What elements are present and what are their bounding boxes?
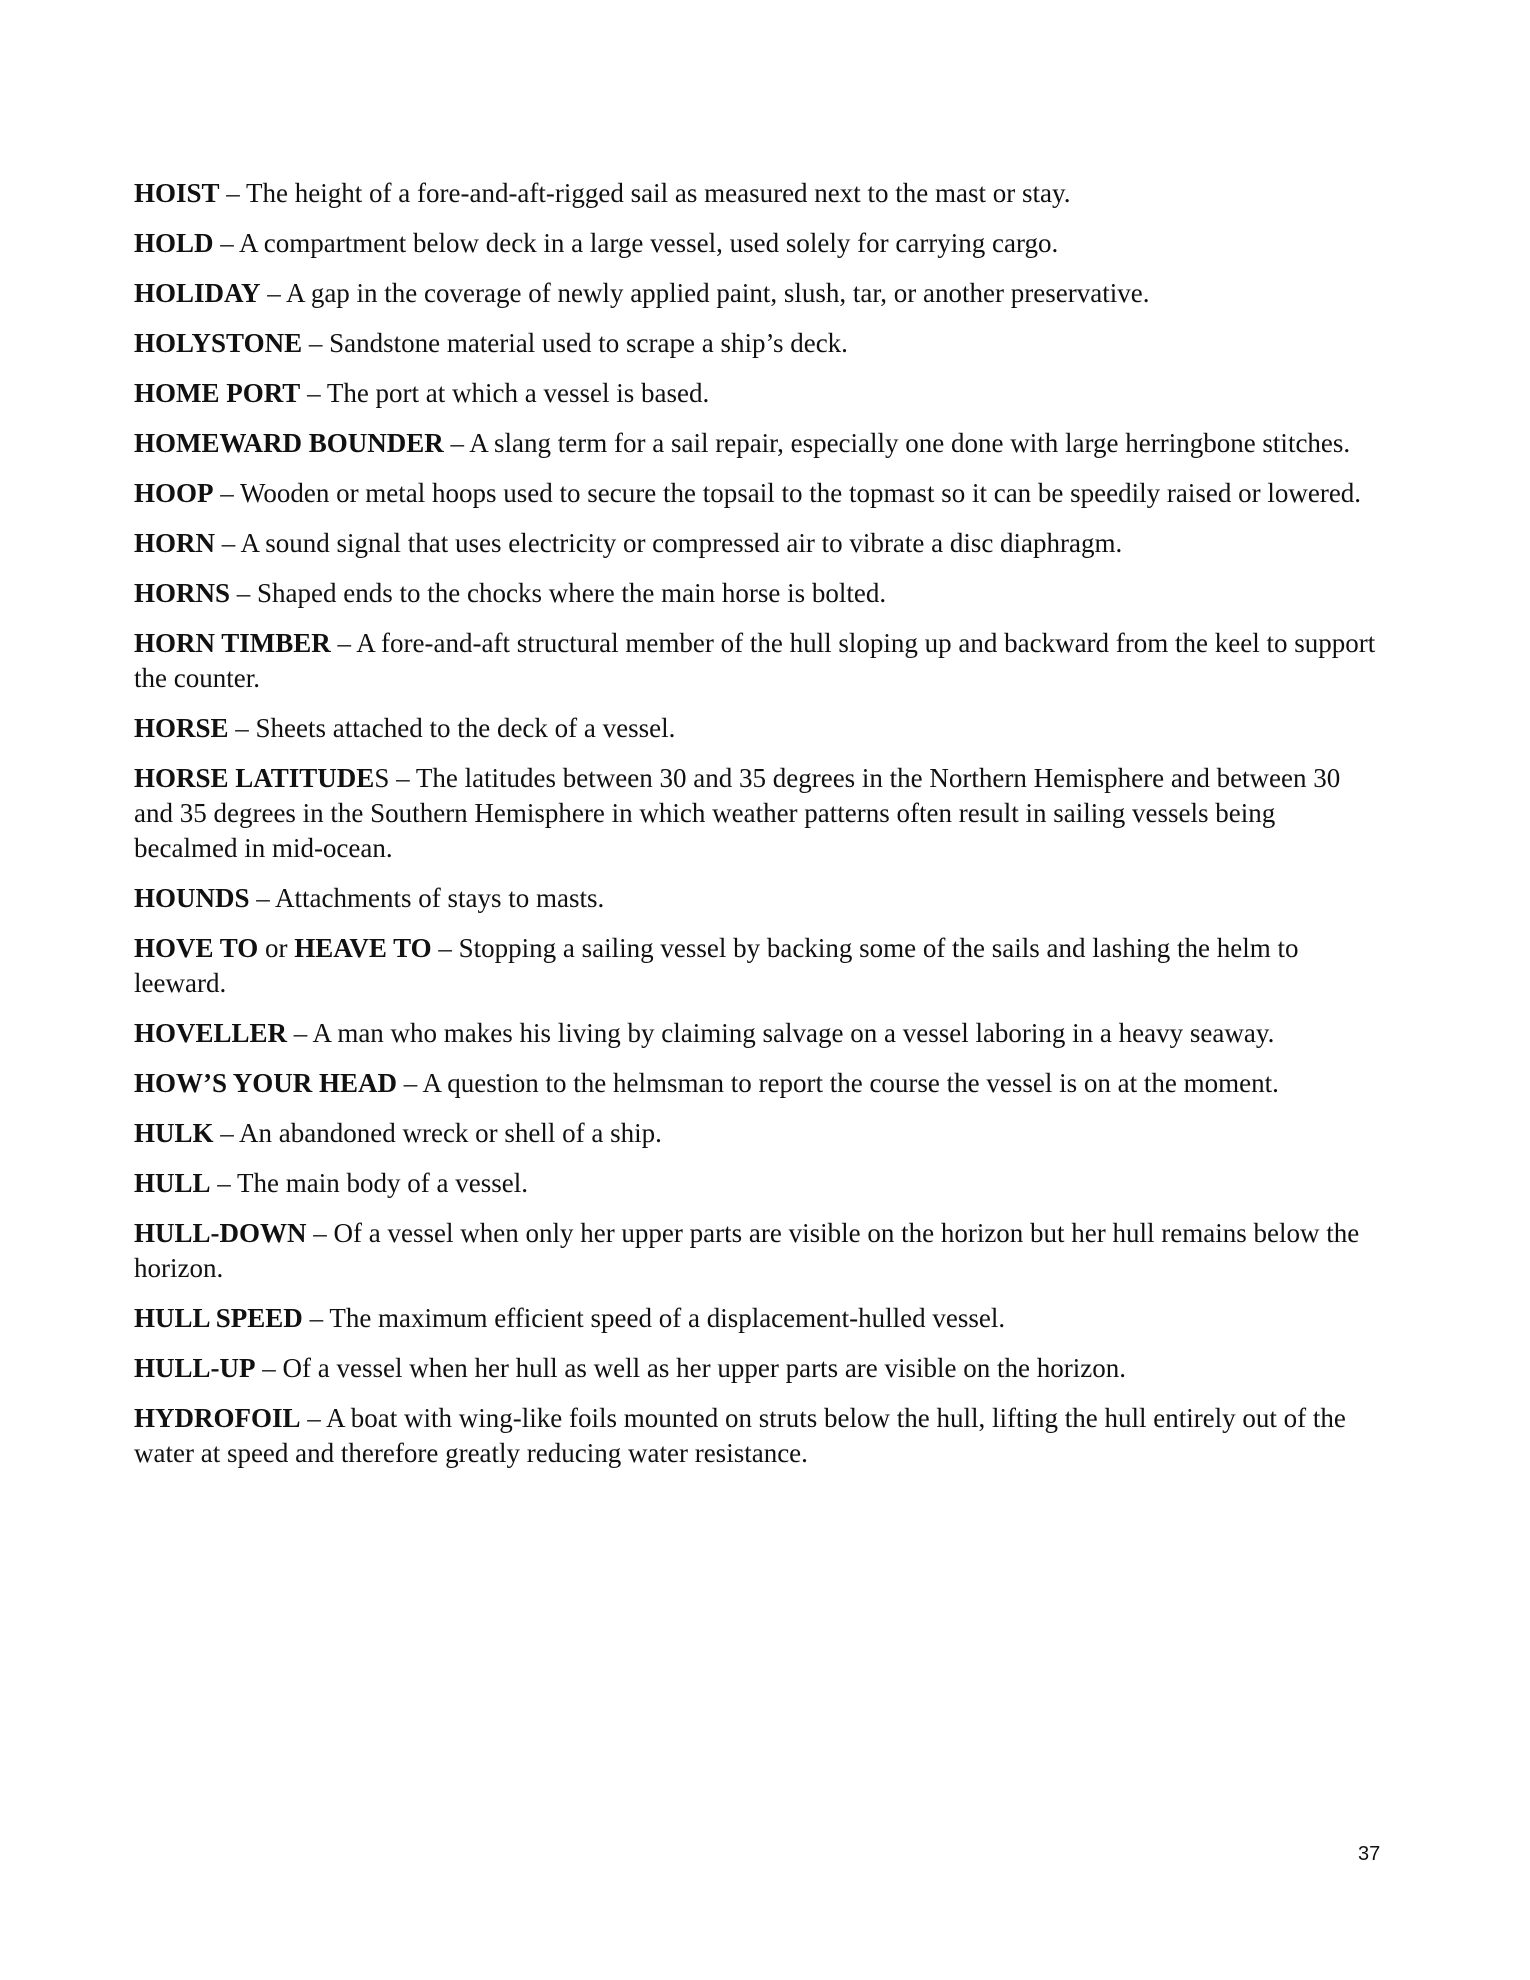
entry-definition: – Attachments of stays to masts. xyxy=(249,883,605,913)
entry-definition: – Shaped ends to the chocks where the main horse is bolted. xyxy=(230,578,887,608)
entry-term: HOOP xyxy=(134,478,214,508)
glossary-entry xyxy=(134,711,1384,746)
entry-definition: – A gap in the coverage of newly applied paint, slush, tar, or another preservative. xyxy=(260,278,1150,308)
entry-term: HOLIDAY xyxy=(134,278,261,308)
entry-term: HOUNDS xyxy=(134,883,250,913)
entry-term: HULL SPEED xyxy=(134,1303,303,1333)
glossary-entry xyxy=(134,1116,1384,1151)
entry-term: HORNS xyxy=(134,578,231,608)
glossary-entry xyxy=(134,526,1384,561)
entry-term: HOLYSTONE xyxy=(134,328,303,358)
glossary-entry xyxy=(134,1066,1384,1101)
glossary-entry xyxy=(134,576,1384,611)
entry-definition: – Sheets attached to the deck of a vessel. xyxy=(228,713,676,743)
entry-term: HYDROFOIL xyxy=(134,1403,301,1433)
glossary-entry xyxy=(134,1016,1384,1051)
entry-term: HULL-UP xyxy=(134,1353,256,1383)
entry-definition: – The port at which a vessel is based. xyxy=(300,378,710,408)
glossary-entry xyxy=(134,326,1384,361)
entry-term: HULL xyxy=(134,1168,211,1198)
glossary-entries xyxy=(134,176,1384,1486)
entry-definition: – A man who makes his living by claiming salvage on a vessel laboring in a heavy seaway. xyxy=(287,1018,1275,1048)
entry-term: HORSE LATITUDE xyxy=(134,763,375,793)
entry-definition: – A boat with wing-like foils mounted on struts below the hull, lifting the hull entirely out of the water at speed and therefore greatly reducing water resistance. xyxy=(134,1403,1346,1468)
entry-term: HORSE xyxy=(134,713,229,743)
glossary-entry xyxy=(134,1401,1384,1471)
entry-definition: – Of a vessel when her hull as well as her upper parts are visible on the horizon. xyxy=(255,1353,1126,1383)
glossary-entry xyxy=(134,1216,1384,1286)
glossary-entry xyxy=(134,931,1384,1001)
entry-term: HOME PORT xyxy=(134,378,301,408)
entry-definition: – A slang term for a sail repair, especially one done with large herringbone stitches. xyxy=(443,428,1351,458)
entry-term: HOMEWARD BOUNDER xyxy=(134,428,444,458)
entry-definition: – The main body of a vessel. xyxy=(210,1168,528,1198)
glossary-entry xyxy=(134,476,1384,511)
page-number: 37 xyxy=(1358,1843,1381,1865)
glossary-entry xyxy=(134,626,1384,696)
entry-term: HORN TIMBER xyxy=(134,628,331,658)
entry-term: HOLD xyxy=(134,228,214,258)
glossary-entry xyxy=(134,226,1384,261)
entry-term: HORN xyxy=(134,528,215,558)
entry-definition: – An abandoned wreck or shell of a ship. xyxy=(213,1118,662,1148)
entry-term: HEAVE TO xyxy=(294,933,432,963)
entry-definition: – The height of a fore-and-aft-rigged sail as measured next to the mast or stay. xyxy=(219,178,1071,208)
glossary-entry xyxy=(134,761,1384,866)
entry-term: HULK xyxy=(134,1118,214,1148)
glossary-entry xyxy=(134,881,1384,916)
entry-definition: – A fore-and-aft structural member of the hull sloping up and backward from the keel to support the counter. xyxy=(134,628,1376,693)
entry-term: HOVELLER xyxy=(134,1018,288,1048)
entry-term: HOW’S YOUR HEAD xyxy=(134,1068,398,1098)
entry-definition: or xyxy=(258,933,295,963)
glossary-entry xyxy=(134,176,1384,211)
entry-definition: – A question to the helmsman to report the course the vessel is on at the moment. xyxy=(397,1068,1279,1098)
entry-definition: – Of a vessel when only her upper parts are visible on the horizon but her hull remains below the horizon. xyxy=(134,1218,1360,1283)
entry-definition: – Stopping a sailing vessel by backing some of the sails and lashing the helm to leeward. xyxy=(134,933,1299,998)
entry-definition: – Sandstone material used to scrape a ship’s deck. xyxy=(302,328,848,358)
entry-definition: – A compartment below deck in a large vessel, used solely for carrying cargo. xyxy=(213,228,1059,258)
glossary-entry xyxy=(134,376,1384,411)
entry-definition: S – The latitudes between 30 and 35 degrees in the Northern Hemisphere and between 30 and 35 degrees in the Southern Hemisphere in which weather patterns often result in sailing vessels being becalmed in mid-ocean. xyxy=(134,763,1341,863)
glossary-entry xyxy=(134,1351,1384,1386)
entry-term: HOIST xyxy=(134,178,220,208)
entry-term: HOVE TO xyxy=(134,933,259,963)
entry-term: HULL-DOWN xyxy=(134,1218,307,1248)
entry-definition: – The maximum efficient speed of a displacement-hulled vessel. xyxy=(302,1303,1006,1333)
glossary-entry xyxy=(134,1301,1384,1336)
glossary-entry xyxy=(134,426,1384,461)
glossary-entry xyxy=(134,1166,1384,1201)
entry-definition: – Wooden or metal hoops used to secure the topsail to the topmast so it can be speedily raised or lowered. xyxy=(213,478,1362,508)
glossary-entry xyxy=(134,276,1384,311)
entry-definition: – A sound signal that uses electricity or compressed air to vibrate a disc diaphragm. xyxy=(215,528,1123,558)
